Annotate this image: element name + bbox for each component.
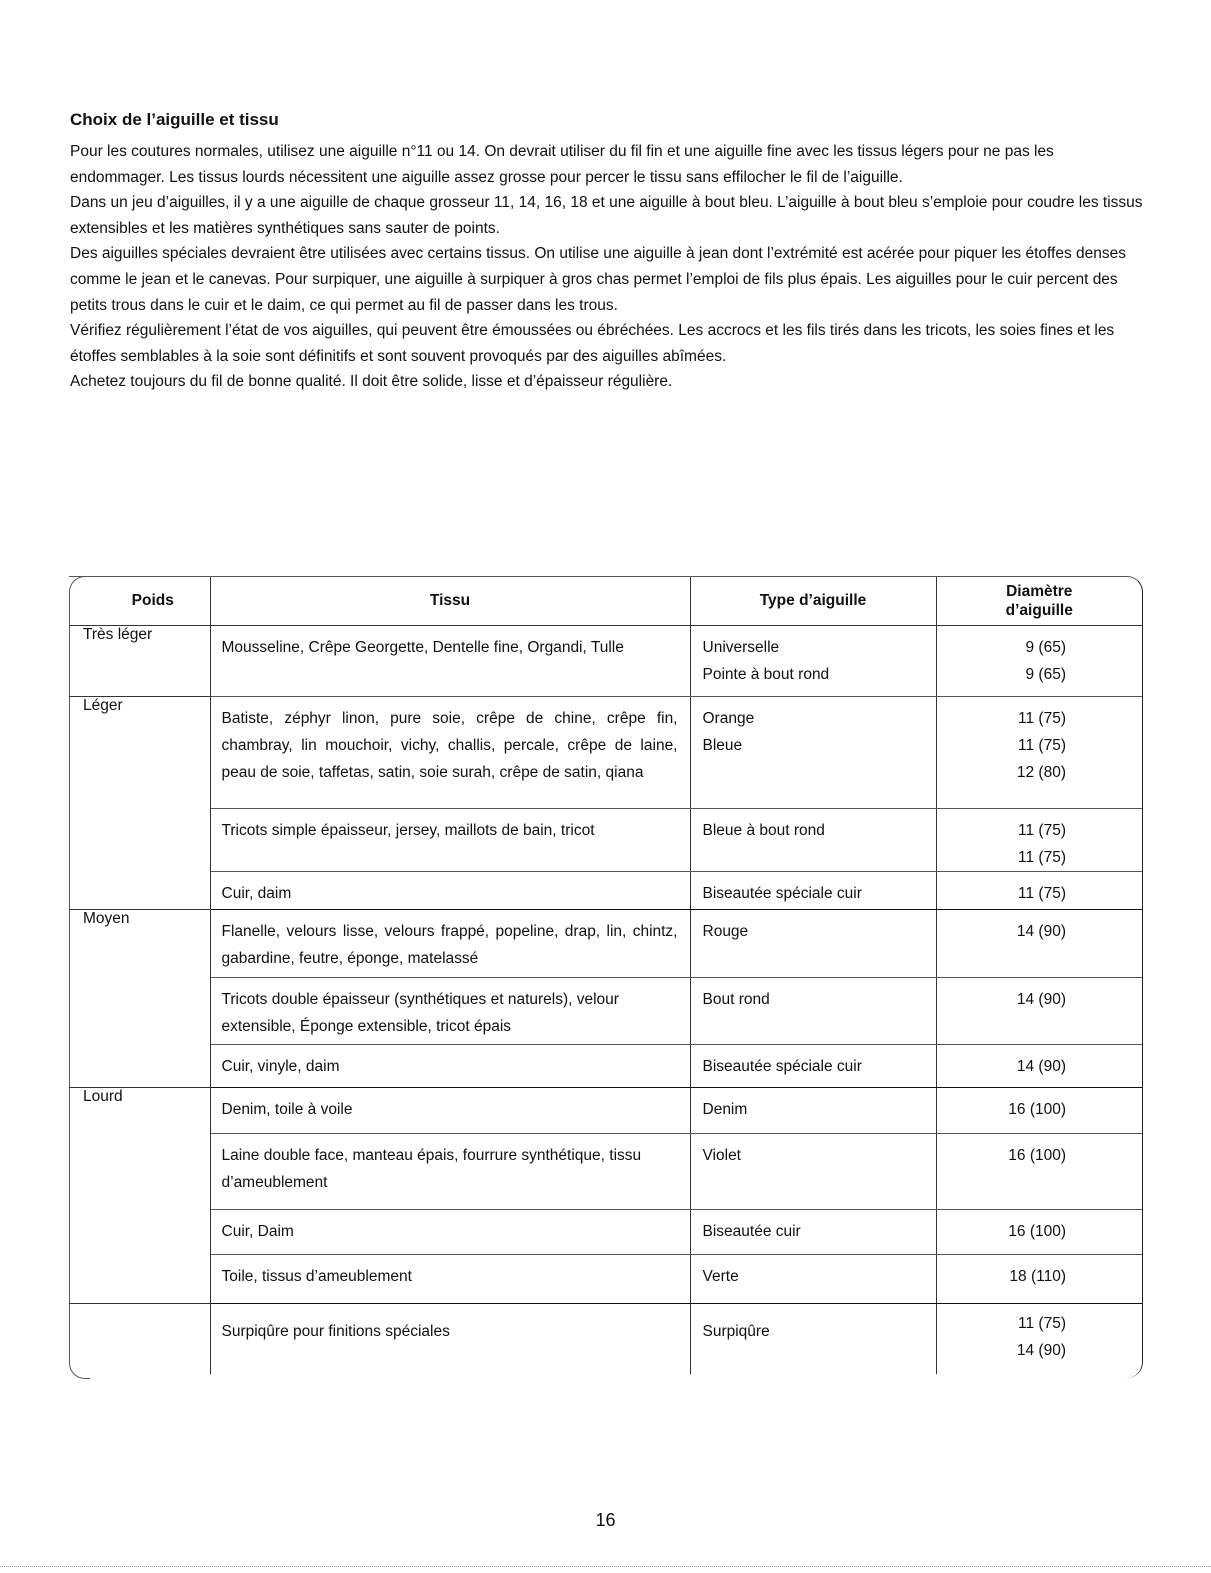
diam-value: 11 (75)	[1018, 885, 1066, 902]
table-row	[69, 910, 1142, 978]
page-edge-divider	[0, 1566, 1211, 1567]
paragraph: Des aiguilles spéciales devraient être utilisées avec certains tissus. On utilise une aiguille à jean dont l’extrémité est acérée pour piquer les étoffes denses comme le jean et le canevas. Pour surpiquer, une aiguille à surpiquer à gros chas permet l’emploi de fils plus épais. Les aiguilles pour le cuir percent des petits trous dans le cuir et le daim, ce qui permet au fil de passer dans les trous.	[70, 245, 1127, 314]
diam-value: 11 (75)	[1018, 710, 1066, 727]
diam-value: 14 (90)	[1016, 1058, 1066, 1075]
diam-value: 12 (80)	[1016, 764, 1066, 781]
type-value: Biseautée spéciale cuir	[702, 885, 862, 902]
type-value: Rouge	[702, 923, 749, 940]
intro-text	[70, 139, 1145, 395]
type-cell	[690, 697, 936, 809]
diam-value: 11 (75)	[1018, 1315, 1066, 1332]
table-row	[69, 1304, 1142, 1374]
tissu-cell: Flanelle, velours lisse, velours frappé, popeline, drap, lin, chintz, gabardine, feutre, éponge, matelassé	[210, 910, 690, 978]
table-row	[69, 697, 1142, 809]
diam-value: 11 (75)	[1018, 737, 1066, 754]
diam-value: 16 (100)	[1008, 1223, 1066, 1240]
diam-cell	[936, 1134, 1142, 1210]
type-value: Biseautée cuir	[702, 1223, 801, 1240]
diam-cell	[936, 910, 1142, 978]
group-lourd: Lourd	[69, 1088, 210, 1304]
type-value: Bout rond	[702, 991, 770, 1008]
diam-value: 16 (100)	[1008, 1147, 1066, 1164]
type-value: Pointe à bout rond	[702, 666, 830, 683]
header-diametre-line2: d’aiguille	[1005, 602, 1073, 619]
table-row	[69, 1255, 1142, 1304]
tissu-cell: Toile, tissus d’ameublement	[210, 1255, 690, 1304]
paragraph: Achetez toujours du fil de bonne qualité. Il doit être solide, lisse et d’épaisseur régulière.	[70, 373, 673, 391]
type-value: Bleue à bout rond	[702, 822, 825, 839]
table-header-row	[69, 577, 1142, 626]
type-cell	[690, 1134, 936, 1210]
tissu-cell: Tricots simple épaisseur, jersey, maillots de bain, tricot	[210, 809, 690, 872]
table-row	[69, 1134, 1142, 1210]
type-cell	[690, 809, 936, 872]
diam-cell	[936, 978, 1142, 1045]
type-value: Biseautée spéciale cuir	[702, 1058, 862, 1075]
tissu-cell: Surpiqûre pour finitions spéciales	[210, 1304, 690, 1374]
table-row	[69, 872, 1142, 910]
diam-value: 9 (65)	[1025, 639, 1066, 656]
type-cell	[690, 1255, 936, 1304]
diam-cell	[936, 1088, 1142, 1134]
tissu-cell: Cuir, vinyle, daim	[210, 1045, 690, 1088]
paragraph: Dans un jeu d’aiguilles, il y a une aiguille de chaque grosseur 11, 14, 16, 18 et une aiguille à bout bleu. L’aiguille à bout bleu s’emploie pour coudre les tissus extensibles et les matières synthétiques sans sauter de points.	[70, 194, 1143, 237]
diam-cell	[936, 626, 1142, 697]
type-cell	[690, 910, 936, 978]
header-tissu: Tissu	[210, 577, 690, 626]
type-cell	[690, 1304, 936, 1374]
table-row	[69, 1088, 1142, 1134]
diam-value: 11 (75)	[1018, 849, 1066, 866]
header-type: Type d’aiguille	[690, 577, 936, 626]
type-cell	[690, 1088, 936, 1134]
empty-poids-cell	[69, 1304, 210, 1374]
diam-value: 9 (65)	[1025, 666, 1066, 683]
table-row	[69, 1210, 1142, 1255]
type-value: Violet	[702, 1147, 741, 1164]
type-value: Universelle	[702, 639, 780, 656]
type-value: Denim	[702, 1101, 748, 1118]
diam-cell	[936, 872, 1142, 910]
tissu-cell: Tricots double épaisseur (synthétiques et naturels), velour extensible, Éponge extensible, tricot épais	[210, 978, 690, 1045]
type-value: Surpiqûre	[702, 1323, 770, 1340]
diam-value: 18 (110)	[1009, 1268, 1066, 1285]
table-row	[69, 1045, 1142, 1088]
diam-cell	[936, 1045, 1142, 1088]
diam-cell	[936, 1210, 1142, 1255]
diam-cell	[936, 809, 1142, 872]
table-row	[69, 626, 1142, 697]
table-row	[69, 978, 1142, 1045]
table-row	[69, 809, 1142, 872]
needle-fabric-table	[69, 577, 1142, 1374]
diam-cell	[936, 697, 1142, 809]
diam-value: 16 (100)	[1008, 1101, 1066, 1118]
page-number: 16	[595, 1510, 616, 1530]
diam-value: 11 (75)	[1018, 822, 1066, 839]
section-heading: Choix de l’aiguille et tissu	[70, 110, 279, 129]
diam-value: 14 (90)	[1016, 1342, 1066, 1359]
tissu-cell: Cuir, Daim	[210, 1210, 690, 1255]
type-cell	[690, 626, 936, 697]
header-diametre-line1: Diamètre	[1006, 583, 1073, 600]
type-cell	[690, 978, 936, 1045]
tissu-cell: Denim, toile à voile	[210, 1088, 690, 1134]
header-diametre	[936, 577, 1142, 626]
type-value: Orange	[702, 710, 755, 727]
diam-cell	[936, 1255, 1142, 1304]
paragraph: Pour les coutures normales, utilisez une aiguille n°11 ou 14. On devrait utiliser du fil fin et une aiguille fine avec les tissus légers pour ne pas les endommager. Les tissus lourds nécessitent une aiguille assez grosse pour percer le tissu sans effilocher le fil de l’aiguille.	[70, 143, 1054, 186]
type-value: Verte	[702, 1268, 739, 1285]
diam-value: 14 (90)	[1016, 923, 1066, 940]
tissu-cell: Batiste, zéphyr linon, pure soie, crêpe de chine, crêpe fin, chambray, lin mouchoir, vichy, challis, percale, crêpe de laine, peau de soie, taffetas, satin, soie surah, crêpe de satin, qiana	[210, 697, 690, 809]
tissu-cell: Mousseline, Crêpe Georgette, Dentelle fine, Organdi, Tulle	[210, 626, 690, 697]
type-cell	[690, 1210, 936, 1255]
group-moyen: Moyen	[69, 910, 210, 1088]
diam-value: 14 (90)	[1016, 991, 1066, 1008]
diam-cell	[936, 1304, 1142, 1374]
type-cell	[690, 872, 936, 910]
group-tres-leger: Très léger	[69, 626, 210, 697]
paragraph: Vérifiez régulièrement l’état de vos aiguilles, qui peuvent être émoussées ou ébréchées. Les accrocs et les fils tirés dans les tricots, les soies fines et les étoffes semblables à la soie sont définitifs et sont souvent provoqués par des aiguilles abîmées.	[70, 322, 1115, 365]
group-leger: Léger	[69, 697, 210, 910]
type-value: Bleue	[702, 737, 743, 754]
type-cell	[690, 1045, 936, 1088]
tissu-cell: Laine double face, manteau épais, fourrure synthétique, tissu d’ameublement	[210, 1134, 690, 1210]
header-poids: Poids	[69, 577, 210, 626]
tissu-cell: Cuir, daim	[210, 872, 690, 910]
